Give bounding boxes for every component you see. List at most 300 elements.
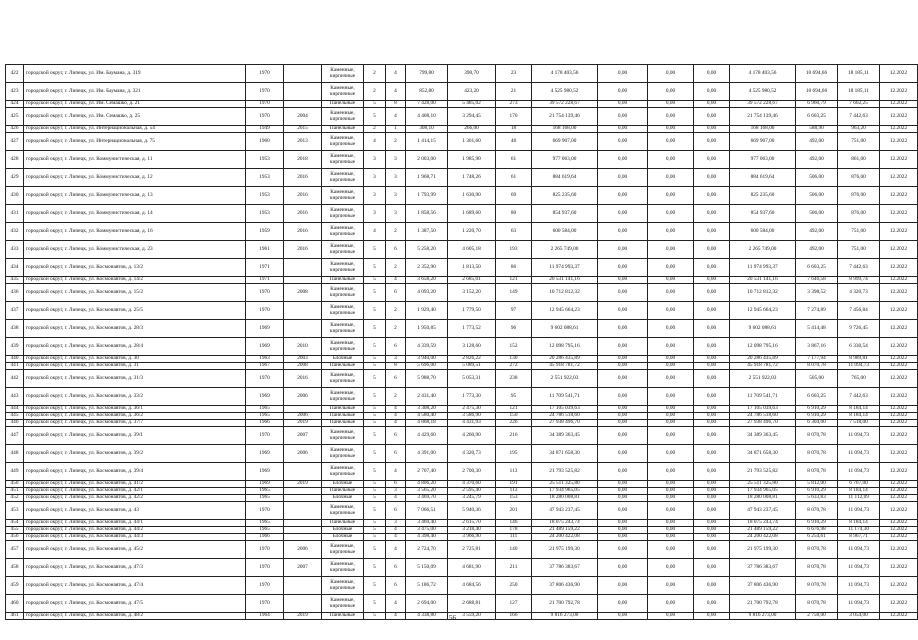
cell-wall-material: Каменные, кирпичные [322,577,364,595]
cell-wall-material: Панельные [322,277,364,284]
cell-max-unit-cost: 8 184,14 [838,413,880,420]
cell-year-overhaul: 2006 [284,388,322,406]
cell-total-area: 4 391,00 [406,445,448,463]
cell-address: городской округ, г. Липецк, ул. Космонавтов, д. 47/5 [24,595,246,613]
cell-residents: 150 [496,413,532,420]
cell-wall-material: Панельные [322,406,364,413]
cell-address: городской округ, г. Липецк, ул. Им. Баумана, д. 319 [24,65,246,83]
cell-max-unit-cost: 7 456,84 [838,302,880,320]
cell-federal-funds: 0,00 [598,502,648,520]
cell-unit-cost: 492,00 [796,223,838,241]
cell-owner-funds: 17 105 039,63 [730,406,796,413]
cell-address: городской округ, г. Липецк, ул. Коммунистическая, д. 23 [24,241,246,259]
cell-regional-funds: 0,00 [648,169,694,187]
cell-address: городской округ, г. Липецк, ул. Космонавтов, д. 39/1 [24,427,246,445]
cell-planned-completion: 12.2022 [880,356,918,363]
cell-wall-material: Блочные [322,481,364,488]
cell-federal-funds: 0,00 [598,83,648,101]
cell-unit-cost: 6 910,29 [796,406,838,413]
cell-total-area: 5 186,72 [406,577,448,595]
cell-residential-area: 3 966,90 [448,534,496,541]
cell-year-built: 1970 [246,284,284,302]
cell-residential-area: 4 431,93 [448,420,496,427]
cell-municipal-funds: 0,00 [694,302,730,320]
cell-year-built: 1965 [246,488,284,495]
cell-max-unit-cost: 8 184,14 [838,406,880,413]
cell-unit-cost: 3 398,52 [796,284,838,302]
cell-federal-funds: 0,00 [598,187,648,205]
table-row [6,205,918,223]
cell-residential-area: 2 615,70 [448,520,496,527]
cell-max-unit-cost: 11 094,73 [838,541,880,559]
cell-year-built: 1965 [246,413,284,420]
cell-municipal-funds: 0,00 [694,413,730,420]
cell-year-built: 1970 [246,559,284,577]
cell-year-overhaul: 2019 [284,613,322,620]
cell-wall-material: Панельные [322,488,364,495]
cell-owner-funds: 977 063,00 [730,151,796,169]
cell-total-cost: 18 075 243,74 [532,520,598,527]
cell-residential-area: 5 485,02 [448,101,496,108]
cell-municipal-funds: 0,00 [694,169,730,187]
cell-unit-cost: 3 867,16 [796,338,838,356]
cell-year-built: 1970 [246,101,284,108]
cell-year-built: 1970 [246,83,284,101]
cell-municipal-funds: 0,00 [694,320,730,338]
cell-federal-funds: 0,00 [598,241,648,259]
cell-total-cost: 11 974 993,37 [532,259,598,277]
table-row [6,241,918,259]
cell-owner-funds: 18 280 008,81 [730,495,796,502]
cell-total-cost: 9 816 273,00 [532,613,598,620]
cell-owner-funds: 47 943 237,45 [730,502,796,520]
cell-year-overhaul [284,488,322,495]
cell-residential-area: 1 630,90 [448,187,496,205]
cell-total-cost: 20 286 435,89 [532,356,598,363]
cell-row-number: 445 [6,413,24,420]
cell-planned-completion: 12.2022 [880,541,918,559]
cell-address: городской округ, г. Липецк, ул. Им. Семашко, д. 21 [24,101,246,108]
cell-floors: 5 [364,520,386,527]
cell-residents: 48 [496,133,532,151]
cell-floors: 5 [364,613,386,620]
cell-federal-funds: 0,00 [598,363,648,370]
cell-residential-area: 5 053,31 [448,370,496,388]
cell-total-area: 852,80 [406,83,448,101]
cell-address: городской округ, г. Липецк, ул. Интернациональная, д. 75 [24,133,246,151]
cell-planned-completion: 12.2022 [880,370,918,388]
cell-floors: 5 [364,541,386,559]
cell-wall-material: Каменные, кирпичные [322,427,364,445]
cell-municipal-funds: 0,00 [694,559,730,577]
cell-wall-material: Каменные, кирпичные [322,541,364,559]
cell-municipal-funds: 0,00 [694,83,730,101]
cell-year-built: 1953 [246,205,284,223]
cell-year-overhaul [284,320,322,338]
cell-unit-cost: 8 070,78 [796,541,838,559]
cell-entrances: 6 [386,370,406,388]
cell-planned-completion: 12.2022 [880,463,918,481]
cell-entrances: 8 [386,101,406,108]
cell-owner-funds: 825 235,60 [730,187,796,205]
table-row [6,370,918,388]
cell-unit-cost: 8 070,78 [796,445,838,463]
cell-address: городской округ, г. Липецк, ул. Коммунистическая, д. 14 [24,205,246,223]
cell-year-built: 1964 [246,613,284,620]
cell-residents: 121 [496,406,532,413]
cell-address: городской округ, г. Липецк, ул. Космонавтов, д. 47/3 [24,559,246,577]
cell-planned-completion: 12.2022 [880,527,918,534]
cell-address: городской округ, г. Липецк, ул. Космонавтов, д. 15/2 [24,284,246,302]
cell-year-overhaul [284,595,322,613]
cell-owner-funds: 600 584,00 [730,223,796,241]
cell-regional-funds: 0,00 [648,559,694,577]
cell-municipal-funds: 0,00 [694,356,730,363]
cell-residents: 97 [496,302,532,320]
cell-entrances: 2 [386,388,406,406]
cell-row-number: 423 [6,83,24,101]
cell-residents: 80 [496,205,532,223]
cell-address: городской округ, г. Липецк, ул. Космонавтов, д. 47/4 [24,577,246,595]
cell-unit-cost: 7 274,89 [796,302,838,320]
table-row [6,302,918,320]
cell-regional-funds: 0,00 [648,445,694,463]
cell-unit-cost: 7 646,58 [796,277,838,284]
cell-address: городской округ, г. Липецк, ул. Космонавтов, д. 39/2 [24,445,246,463]
cell-regional-funds: 0,00 [648,108,694,126]
cell-planned-completion: 12.2022 [880,488,918,495]
cell-total-area: 1 414,15 [406,133,448,151]
cell-year-built: 1969 [246,338,284,356]
cell-max-unit-cost: 751,00 [838,133,880,151]
cell-planned-completion: 12.2022 [880,133,918,151]
cell-year-built: 1970 [246,108,284,126]
cell-total-area: 5 696,00 [406,363,448,370]
table-row [6,427,918,445]
cell-municipal-funds: 0,00 [694,488,730,495]
table-row [6,388,918,406]
cell-row-number: 430 [6,187,24,205]
table-row [6,495,918,502]
table-row [6,151,918,169]
cell-year-built: 1966 [246,534,284,541]
cell-max-unit-cost: 7 662,25 [838,101,880,108]
cell-residents: 273 [496,101,532,108]
cell-year-built: 1949 [246,126,284,133]
cell-planned-completion: 12.2022 [880,83,918,101]
cell-total-area: 3 475,00 [406,527,448,534]
cell-year-built: 1970 [246,577,284,595]
cell-federal-funds: 0,00 [598,595,648,613]
cell-address: городской округ, г. Липецк, ул. Космонавтов, д. 13/2 [24,259,246,277]
cell-municipal-funds: 0,00 [694,223,730,241]
cell-total-cost: 17 934 965,05 [532,488,598,495]
cell-year-overhaul [284,577,322,595]
cell-residential-area: 3 245,79 [448,495,496,502]
cell-wall-material: Каменные, кирпичные [322,169,364,187]
cell-regional-funds: 0,00 [648,338,694,356]
cell-regional-funds: 0,00 [648,241,694,259]
cell-floors: 5 [364,241,386,259]
cell-year-overhaul: 2013 [284,133,322,151]
cell-entrances: 4 [386,495,406,502]
cell-unit-cost: 10 694,66 [796,83,838,101]
cell-year-overhaul [284,83,322,101]
cell-residential-area: 1 361,60 [448,133,496,151]
cell-residents: 193 [496,241,532,259]
cell-residents: 211 [496,559,532,577]
cell-total-area: 799,80 [406,65,448,83]
cell-regional-funds: 0,00 [648,541,694,559]
table-row [6,595,918,613]
cell-regional-funds: 0,00 [648,302,694,320]
cell-total-cost: 45 918 781,72 [532,363,598,370]
cell-max-unit-cost: 751,00 [838,223,880,241]
cell-max-unit-cost: 18 185,11 [838,83,880,101]
cell-entrances: 6 [386,338,406,356]
cell-regional-funds: 0,00 [648,495,694,502]
cell-entrances: 3 [386,205,406,223]
cell-year-built: 1969 [246,388,284,406]
cell-federal-funds: 0,00 [598,534,648,541]
cell-federal-funds: 0,00 [598,126,648,133]
cell-unit-cost: 2 758,00 [796,613,838,620]
cell-federal-funds: 0,00 [598,541,648,559]
cell-max-unit-cost: 751,00 [838,241,880,259]
cell-entrances: 4 [386,541,406,559]
cell-residents: 111 [496,534,532,541]
cell-row-number: 447 [6,427,24,445]
cell-owner-funds: 4 525 980,52 [730,83,796,101]
cell-year-overhaul: 2006 [284,413,322,420]
cell-owner-funds: 884 619,64 [730,169,796,187]
cell-row-number: 453 [6,502,24,520]
cell-total-area: 4 429,60 [406,427,448,445]
cell-regional-funds: 0,00 [648,133,694,151]
cell-residential-area: 266,00 [448,126,496,133]
cell-owner-funds: 20 286 435,89 [730,356,796,363]
cell-floors: 5 [364,445,386,463]
cell-year-built: 1970 [246,302,284,320]
cell-year-overhaul: 2015 [284,126,322,133]
cell-unit-cost: 6 676,98 [796,527,838,534]
cell-unit-cost: 588,90 [796,126,838,133]
cell-row-number: 452 [6,495,24,502]
cell-federal-funds: 0,00 [598,169,648,187]
cell-wall-material: Каменные, кирпичные [322,559,364,577]
cell-entrances: 3 [386,356,406,363]
cell-max-unit-cost: 876,00 [838,187,880,205]
cell-unit-cost: 8 070,78 [796,427,838,445]
cell-wall-material: Панельные [322,520,364,527]
cell-federal-funds: 0,00 [598,259,648,277]
cell-floors: 5 [364,534,386,541]
cell-total-cost: 9 602 088,61 [532,320,598,338]
cell-federal-funds: 0,00 [598,284,648,302]
cell-row-number: 436 [6,284,24,302]
cell-municipal-funds: 0,00 [694,420,730,427]
cell-row-number: 438 [6,320,24,338]
cell-wall-material: Каменные, кирпичные [322,284,364,302]
cell-planned-completion: 12.2022 [880,108,918,126]
cell-address: городской округ, г. Липецк, ул. Космонавтов, д. 42/2 [24,495,246,502]
cell-entrances: 4 [386,406,406,413]
cell-floors: 4 [364,223,386,241]
cell-owner-funds: 168 168,00 [730,126,796,133]
cell-unit-cost: 5 633,83 [796,495,838,502]
cell-planned-completion: 12.2022 [880,277,918,284]
cell-address: городской округ, г. Липецк, ул. Космонавтов, д. 41/2 [24,481,246,488]
cell-planned-completion: 12.2022 [880,363,918,370]
cell-regional-funds: 0,00 [648,65,694,83]
cell-residents: 86 [496,259,532,277]
cell-entrances: 3 [386,488,406,495]
cell-municipal-funds: 0,00 [694,495,730,502]
table-row [6,126,918,133]
cell-total-cost: 4 178 403,56 [532,65,598,83]
cell-row-number: 448 [6,445,24,463]
cell-year-built: 1966 [246,420,284,427]
cell-max-unit-cost: 11 094,73 [838,502,880,520]
cell-unit-cost: 6 254,61 [796,534,838,541]
cell-planned-completion: 12.2022 [880,577,918,595]
cell-unit-cost: 492,00 [796,133,838,151]
table-row [6,541,918,559]
cell-entrances: 3 [386,169,406,187]
page-number: 56 [449,614,456,622]
table-row [6,363,918,370]
table-row [6,108,918,126]
cell-address: городской округ, г. Липецк, ул. Космонавтов, д. 36/2 [24,413,246,420]
cell-floors: 5 [364,363,386,370]
cell-regional-funds: 0,00 [648,577,694,595]
cell-owner-funds: 34 871 658,30 [730,445,796,463]
cell-federal-funds: 0,00 [598,520,648,527]
cell-year-overhaul: 2004 [284,108,322,126]
cell-total-area: 5 258,20 [406,241,448,259]
cell-max-unit-cost: 765,00 [838,370,880,388]
cell-regional-funds: 0,00 [648,223,694,241]
cell-regional-funds: 0,00 [648,502,694,520]
cell-federal-funds: 0,00 [598,320,648,338]
cell-year-overhaul: 2016 [284,169,322,187]
cell-year-built: 1960 [246,133,284,151]
cell-owner-funds: 21 793 525,82 [730,463,796,481]
cell-total-area: 4 806,20 [406,481,448,488]
cell-residents: 130 [496,356,532,363]
cell-max-unit-cost: 11 094,73 [838,463,880,481]
cell-owner-funds: 21 489 159,22 [730,527,796,534]
cell-entrances: 8 [386,363,406,370]
cell-row-number: 446 [6,420,24,427]
cell-total-area: 4 398,40 [406,534,448,541]
cell-max-unit-cost: 6 767,00 [838,481,880,488]
cell-residential-area: 1 985,90 [448,151,496,169]
cell-owner-funds: 21 700 792,78 [730,595,796,613]
cell-row-number: 450 [6,481,24,488]
cell-total-area: 1 929,40 [406,302,448,320]
cell-planned-completion: 12.2022 [880,338,918,356]
cell-residential-area: 5 940,36 [448,502,496,520]
cell-planned-completion: 12.2022 [880,502,918,520]
cell-total-cost: 37 806 436,90 [532,577,598,595]
cell-regional-funds: 0,00 [648,406,694,413]
cell-residents: 61 [496,151,532,169]
cell-row-number: 422 [6,65,24,83]
cell-year-built: 1969 [246,481,284,488]
cell-residents: 152 [496,338,532,356]
cell-wall-material: Каменные, кирпичные [322,595,364,613]
cell-total-cost: 27 938 496,70 [532,420,598,427]
cell-wall-material: Блочные [322,534,364,541]
cell-total-area: 5 150,09 [406,559,448,577]
cell-owner-funds: 37 806 436,90 [730,577,796,595]
cell-municipal-funds: 0,00 [694,577,730,595]
cell-year-overhaul [284,495,322,502]
cell-planned-completion: 12.2022 [880,259,918,277]
cell-address: городской округ, г. Липецк, ул. Космонавтов, д. 28/3 [24,320,246,338]
cell-municipal-funds: 0,00 [694,445,730,463]
cell-wall-material: Панельные [322,101,364,108]
cell-total-area: 3 469,70 [406,495,448,502]
cell-total-cost: 37 786 383,67 [532,559,598,577]
cell-regional-funds: 0,00 [648,363,694,370]
cell-owner-funds: 25 511 325,80 [730,481,796,488]
cell-total-cost: 10 712 812,32 [532,284,598,302]
cell-year-overhaul: 2008 [284,363,322,370]
cell-unit-cost: 8 070,78 [796,502,838,520]
cell-unit-cost: 10 694,66 [796,65,838,83]
cell-year-overhaul: 2019 [284,481,322,488]
cell-year-overhaul [284,527,322,534]
cell-owner-funds: 24 786 518,60 [730,413,796,420]
cell-residents: 69 [496,187,532,205]
cell-municipal-funds: 0,00 [694,595,730,613]
cell-regional-funds: 0,00 [648,488,694,495]
cell-regional-funds: 0,00 [648,277,694,284]
cell-year-overhaul: 2016 [284,187,322,205]
cell-federal-funds: 0,00 [598,413,648,420]
cell-residents: 216 [496,427,532,445]
table-row [6,284,918,302]
cell-federal-funds: 0,00 [598,577,648,595]
cell-municipal-funds: 0,00 [694,108,730,126]
cell-max-unit-cost: 9 726,45 [838,320,880,338]
cell-unit-cost: 8 070,78 [796,577,838,595]
cell-municipal-funds: 0,00 [694,151,730,169]
cell-entrances: 3 [386,151,406,169]
cell-floors: 5 [364,488,386,495]
cell-floors: 5 [364,101,386,108]
cell-year-built: 1969 [246,320,284,338]
cell-residents: 195 [496,445,532,463]
cell-unit-cost: 492,00 [796,241,838,259]
cell-regional-funds: 0,00 [648,388,694,406]
cell-row-number: 431 [6,205,24,223]
cell-regional-funds: 0,00 [648,320,694,338]
cell-row-number: 458 [6,559,24,577]
cell-federal-funds: 0,00 [598,356,648,363]
cell-total-area: 1 950,85 [406,320,448,338]
cell-row-number: 451 [6,488,24,495]
cell-wall-material: Каменные, кирпичные [322,338,364,356]
cell-year-overhaul: 2003 [284,356,322,363]
cell-residents: 140 [496,541,532,559]
cell-federal-funds: 0,00 [598,420,648,427]
cell-total-area: 2 352,90 [406,259,448,277]
cell-entrances: 2 [386,320,406,338]
cell-total-cost: 977 063,00 [532,151,598,169]
